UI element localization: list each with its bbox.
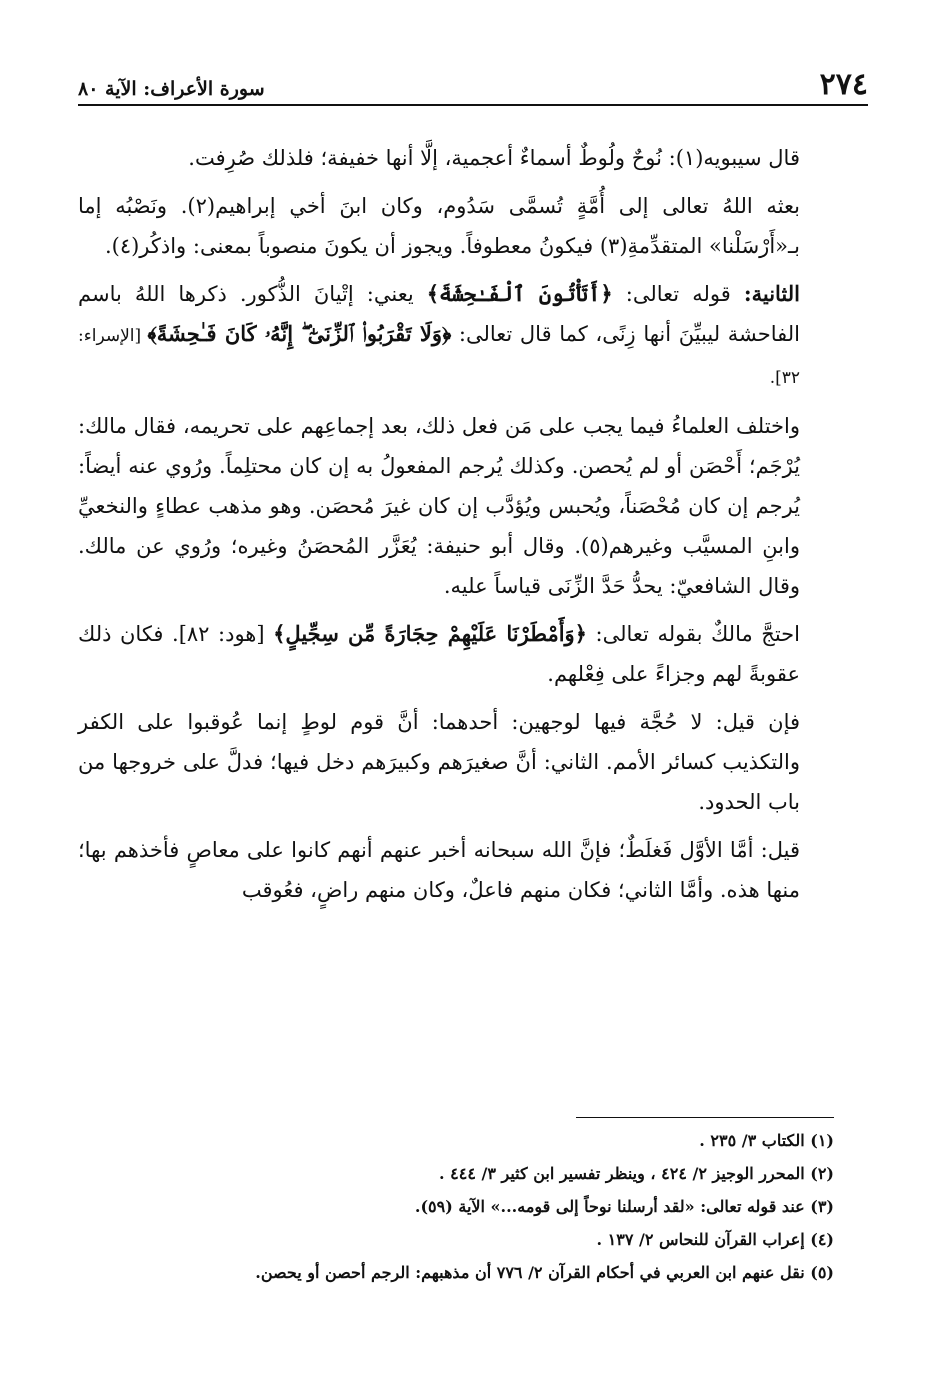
footnote-1: (١) الكتاب ٣/ ٢٣٥ . bbox=[699, 1131, 834, 1150]
paragraph-5 bbox=[78, 614, 834, 694]
running-title: سورة الأعراف: الآية ٨٠ bbox=[78, 78, 265, 100]
paragraph-7: قيل: أمَّا الأوَّل فَغلَطٌ؛ فإنَّ الله سبحانه أخبر عنهم أنهم كانوا على معاصٍ فأخذهم بها؛ منها هذه. وأمَّا الثاني؛ فكان منهم فاعلٌ، وكان منهم راضٍ، فعُوقب bbox=[78, 838, 800, 902]
section-lead: الثانية: bbox=[743, 281, 801, 306]
footnote-5: (٥) نقل عنهم ابن العربي في أحكام القرآن ٢/ ٧٧٦ أن مذهبهم: الرجم أحصن أو يحصن. bbox=[255, 1263, 834, 1282]
page-header bbox=[78, 60, 868, 106]
paragraph-3-text-a: قوله تعالى: bbox=[612, 282, 744, 306]
paragraph-2: بعثه اللهُ تعالى إلى أُمَّةٍ تُسمَّى سَدُوم، وكان ابنَ أخي إبراهيم(٢). ونَصْبُه إما بـ«أَرْسَلْنا» المتقدِّمةِ(٣) فيكونُ معطوفاً. ويجوز أن يكونَ منصوباً بمعنى: واذكُر(٤). bbox=[78, 194, 801, 258]
footnote-3: (٣) عند قوله تعالى: «لقد أرسلنا نوحاً إلى قومه...» الآية (٥٩). bbox=[414, 1197, 834, 1216]
paragraph-4: واختلف العلماءُ فيما يجب على مَن فعل ذلك، بعد إجماعِهم على تحريمه، فقال مالك: يُرْجَم؛ أَحْصَن أو لم يُحصن. وكذلك يُرجم المفعولُ به إن كان محتلِماً. ورُوي عنه أيضاً: يُرجم إن كان مُحْصَناً، ويُحبس ويُؤدَّب إن كان غيرَ مُحصَن. وهو مذهب عطاءٍ والنخعيِّ وابنِ المسيَّب وغيرهم(٥). وقال أبو حنيفة: يُعَزَّر المُحصَنُ وغيره؛ ورُوي عن مالك. وقال الشافعيّ: يحدُّ حَدَّ الزِّنَى قياساً عليه. bbox=[78, 414, 800, 598]
footnotes bbox=[78, 1124, 834, 1289]
page-number: ٢٧٤ bbox=[819, 67, 868, 102]
paragraph-1: قال سيبويه(١): نُوحٌ ولُوطٌ أسماءٌ أعجمية، إلَّا أنها خفيفة؛ فلذلك صُرِفت. bbox=[188, 146, 800, 170]
verse-reference-1: [الإسراء: ٣٢]. bbox=[78, 326, 800, 388]
paragraph-5-text-b: [هود: ٨٢]. فكان ذلك عقوبةً لهم وجزاءً على فِعْلهم. bbox=[78, 622, 800, 686]
paragraph-3 bbox=[78, 274, 834, 398]
footnote-divider bbox=[576, 1117, 834, 1118]
paragraph-6: فإن قيل: لا حُجَّة فيها لوجهين: أحدهما: أنَّ قوم لوطٍ إنما عُوقبوا على الكفر والتكذيب كسائر الأمم. الثاني: أنَّ صغيرَهم وكبيرَهم دخل فيها؛ فدلَّ على خروجها من باب الحدود. bbox=[78, 710, 801, 814]
paragraph-3-text-b: يعني: إتْيانَ الذُّكور. ذكرها اللهُ باسم الفاحشة ليبيِّنَ أنها زِنًى، كما قال تعالى: bbox=[78, 282, 800, 346]
paragraph-5-text-a: احتجَّ مالكٌ بقوله تعالى: bbox=[586, 622, 800, 646]
quran-verse-2: ﴿وَلَا تَقْرَبُوا۟ ٱلزِّنَىٰٓ ۖ إِنَّهُۥ كَانَ فَـٰحِشَةً﴾ bbox=[147, 321, 452, 346]
main-text bbox=[78, 138, 834, 918]
footnote-2: (٢) المحرر الوجيز ٢/ ٤٢٤ ، وينظر تفسير ابن كثير ٣/ ٤٤٤ . bbox=[439, 1164, 834, 1183]
footnote-4: (٤) إعراب القرآن للنحاس ٢/ ١٣٧ . bbox=[596, 1230, 834, 1249]
quran-verse-1: ﴿أَتَأْتُونَ ٱلْفَـٰحِشَةَ﴾ bbox=[426, 281, 613, 306]
quran-verse-3: ﴿وَأَمْطَرْنَا عَلَيْهِمْ حِجَارَةً مِّن سِجِّيلٍ﴾ bbox=[273, 621, 587, 646]
